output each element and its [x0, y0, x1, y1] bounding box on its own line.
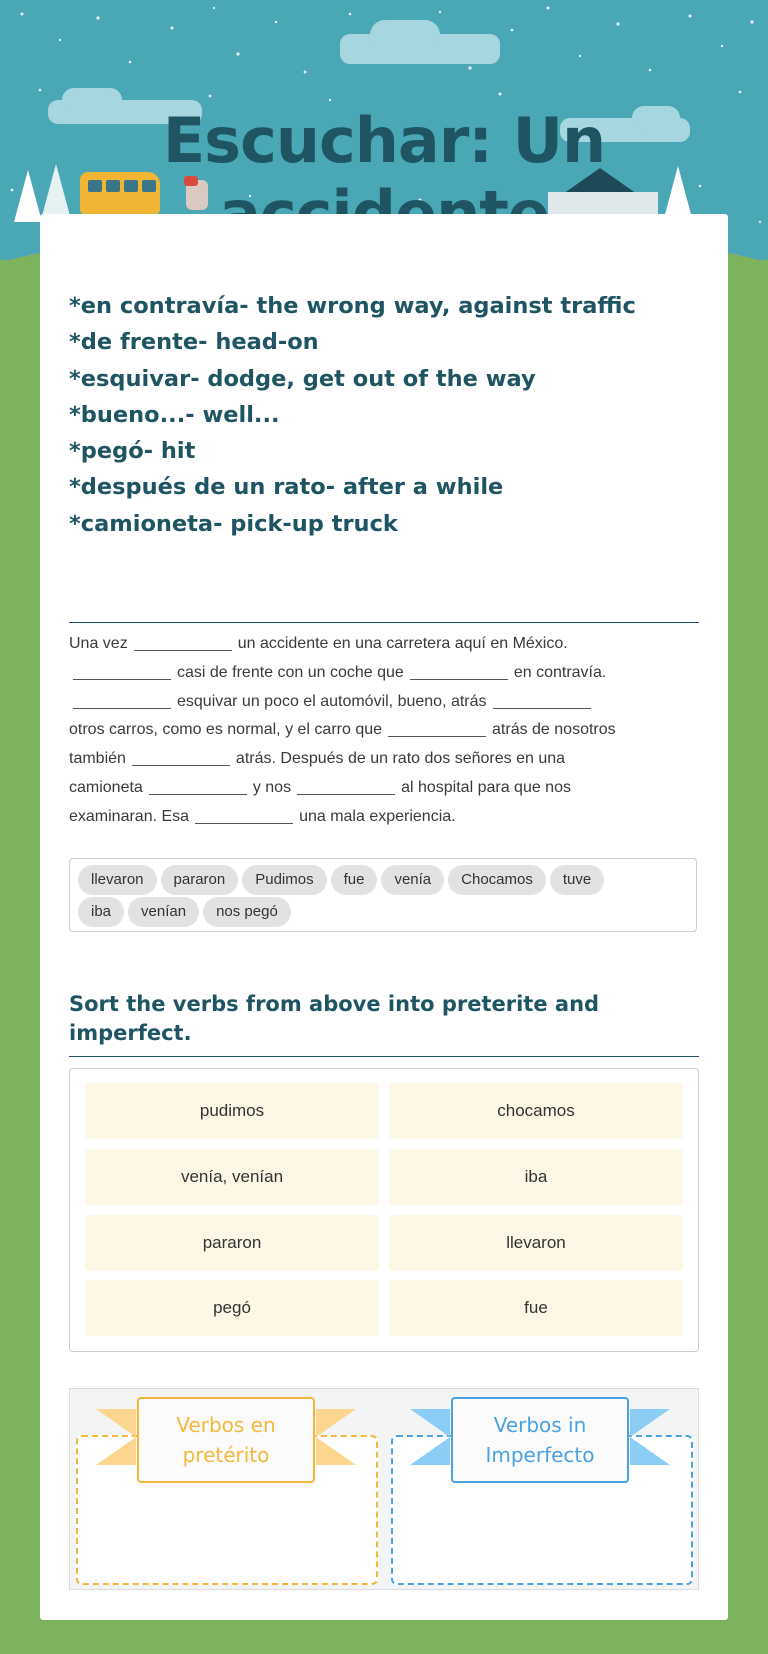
vocab-item: *pegó- hit: [69, 438, 196, 465]
vocab-item: *bueno...- well...: [69, 401, 280, 428]
blank-input[interactable]: [73, 661, 171, 680]
blank-input[interactable]: [73, 690, 171, 709]
section-divider: [69, 622, 699, 623]
word-chip[interactable]: pararon: [161, 865, 239, 895]
word-chip[interactable]: venía: [381, 865, 444, 895]
sort-tile[interactable]: pararon: [85, 1215, 379, 1271]
passage-text: atrás. Después de un rato dos señores en una: [235, 750, 566, 768]
blank-input[interactable]: [297, 776, 395, 795]
passage-text: y nos: [252, 778, 292, 796]
blank-input[interactable]: [388, 718, 486, 737]
vocabulary-list: [69, 288, 689, 542]
page-title: Escuchar: Un: [162, 104, 606, 177]
word-chip[interactable]: nos pegó: [203, 897, 291, 927]
blank-input[interactable]: [410, 661, 508, 680]
word-chip[interactable]: tuve: [550, 865, 604, 895]
word-chip[interactable]: Chocamos: [448, 865, 546, 895]
sort-question-title: Sort the verbs from above into preterite and imperfect.: [69, 992, 600, 1045]
passage-text: al hospital para que nos: [401, 778, 571, 796]
section-divider: [69, 1056, 699, 1057]
blank-input[interactable]: [493, 690, 591, 709]
vocab-item: *de frente- head-on: [69, 329, 319, 356]
word-chip[interactable]: Pudimos: [242, 865, 326, 895]
passage-text: también: [69, 750, 126, 768]
passage-text: casi de frente con un coche que: [177, 663, 404, 681]
preterite-label: Verbos en pretérito: [137, 1397, 315, 1483]
drop-zones-area: [69, 1388, 699, 1590]
worksheet-card: [40, 214, 728, 1620]
sort-tiles-container: [69, 1068, 699, 1352]
word-chip[interactable]: llevaron: [78, 865, 157, 895]
vocab-item: *camioneta- pick-up truck: [69, 510, 398, 537]
sort-tile[interactable]: chocamos: [389, 1083, 683, 1139]
sort-tile[interactable]: pegó: [85, 1280, 379, 1336]
sort-tile[interactable]: llevaron: [389, 1215, 683, 1271]
fill-in-blank-passage: [69, 630, 709, 832]
vocab-item: *en contravía- the wrong way, against traffic: [69, 293, 636, 319]
word-chip[interactable]: fue: [331, 865, 378, 895]
imperfect-label: Verbos in Imperfecto: [451, 1397, 629, 1483]
passage-text: un accidente en una carretera aquí en México.: [237, 635, 568, 652]
word-chip[interactable]: iba: [78, 897, 124, 927]
passage-text: una mala experiencia.: [299, 807, 456, 825]
blank-input[interactable]: [195, 805, 293, 824]
passage-text: otros carros, como es normal, y el carro que: [69, 721, 383, 739]
cloud-decoration: [370, 20, 440, 50]
passage-text: atrás de nosotros: [492, 721, 616, 739]
sort-tile[interactable]: fue: [389, 1280, 683, 1336]
vocab-item: *después de un rato- after a while: [69, 474, 504, 501]
word-chip[interactable]: venían: [128, 897, 199, 927]
sort-tile[interactable]: iba: [389, 1149, 683, 1205]
sort-tile[interactable]: pudimos: [85, 1083, 379, 1139]
blank-input[interactable]: [132, 747, 230, 766]
word-bank: [69, 858, 697, 932]
blank-input[interactable]: [149, 776, 247, 795]
passage-text: camioneta: [69, 778, 143, 796]
passage-text: esquivar un poco el automóvil, bueno, atrás: [177, 692, 487, 710]
passage-text: en contravía.: [513, 663, 607, 681]
passage-text: examinaran. Esa: [69, 807, 190, 825]
blank-input[interactable]: [134, 632, 232, 651]
passage-text: Una vez: [69, 635, 128, 652]
vocab-item: *esquivar- dodge, get out of the way: [69, 365, 536, 392]
sort-tile[interactable]: venía, venían: [85, 1149, 379, 1205]
